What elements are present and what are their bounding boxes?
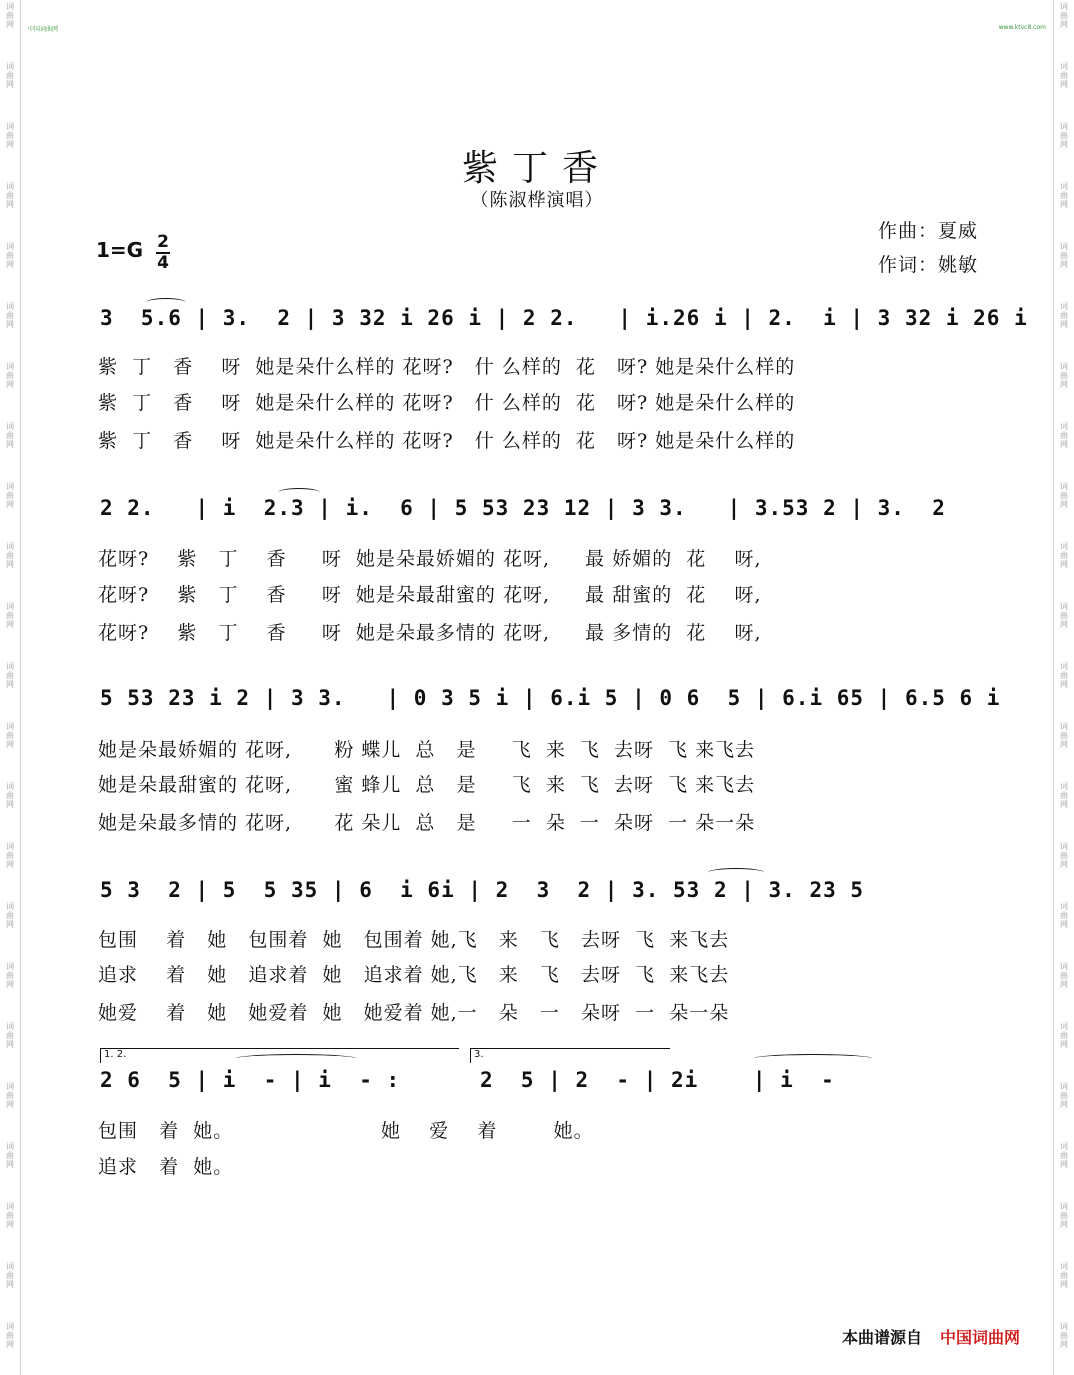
tie [236,1054,356,1063]
lyric-line: 花呀? 紫 丁 香 呀 她是朵最甜蜜的 花呀, 最 甜蜜的 花 呀, [98,584,762,606]
watermark-text: 词 曲 网 [1060,902,1068,929]
lyric-line: 她是朵最多情的 花呀, 花 朵儿 总 是 一 朵 一 朵呀 一 朵一朵 [98,812,756,834]
watermark-text: 词 曲 网 [6,842,14,869]
notation-row-3 [96,676,1001,726]
watermark-text: 词 曲 网 [1060,1262,1068,1289]
notation-row-4 [96,868,990,918]
top-url-right[interactable]: www.ktvc8.com [998,24,1046,31]
watermark-text: 词 曲 网 [1060,662,1068,689]
watermark-text: 词 曲 网 [1060,362,1068,389]
watermark-text: 词 曲 网 [1060,602,1068,629]
watermark-text: 词 曲 网 [6,1082,14,1109]
watermark-text: 词 曲 网 [1060,1202,1068,1229]
watermark-text: 词 曲 网 [1060,722,1068,749]
notes-3: 5 53 23 i 2 | 3 3. | 0 3 5 i | 6.i 5 | 0 6 5 | 6.i 65 | 6.5 6 i [100,686,1001,710]
watermark-text: 词 曲 网 [1060,122,1068,149]
slur [708,868,764,877]
song-subtitle: （陈淑桦演唱） [470,190,604,211]
watermark-text: 词 曲 网 [1060,782,1068,809]
watermark-text: 词 曲 网 [1060,1082,1068,1109]
key-label: 1=G [96,238,144,262]
time-signature [156,233,170,273]
watermark-text: 词 曲 网 [1060,842,1068,869]
watermark-text: 词 曲 网 [6,62,14,89]
watermark-text: 词 曲 网 [1060,482,1068,509]
watermark-text: 词 曲 网 [6,722,14,749]
footer-site-link[interactable]: 中国词曲网 [940,1328,1021,1347]
lyric-line: 花呀? 紫 丁 香 呀 她是朵最娇媚的 花呀, 最 娇媚的 花 呀, [98,548,762,570]
watermark-text: 词 曲 网 [1060,422,1068,449]
slur [146,298,186,307]
watermark-text: 词 曲 网 [6,902,14,929]
lyric-line: 包围 着 她。 她 爱 着 她。 [98,1120,594,1142]
lyric-line: 追求 着 她。 [98,1156,234,1178]
watermark-text: 词 曲 网 [6,542,14,569]
lyric-line: 包围 着 她 包围着 她 包围着 她,飞 来 飞 去呀 飞 来飞去 [98,929,730,951]
notes-4: 5 3 2 | 5 5 35 | 6 i 6i | 2 3 2 | 3. 53 2 | 3. 23 5 [100,878,865,902]
watermark-text: 词 曲 网 [6,662,14,689]
watermark-text: 词 曲 网 [6,482,14,509]
watermark-text: 词 曲 网 [6,1262,14,1289]
watermark-text: 词 曲 网 [6,182,14,209]
watermark-text: 词 曲 网 [6,2,14,29]
volta-label: 1. 2. [104,1049,127,1060]
watermark-text: 词 曲 网 [6,302,14,329]
watermark-text: 词 曲 网 [1060,2,1068,29]
lyric-line: 她爱 着 她 她爱着 她 她爱着 她,一 朵 一 朵呀 一 朵一朵 [98,1002,730,1024]
volta-label: 3. [474,1049,484,1060]
watermark-text: 词 曲 网 [6,422,14,449]
notes-5b: 2 5 | 2 - | 2i | i - [480,1068,835,1092]
notes-5a: 2 6 5 | i - | i - : [100,1068,401,1092]
notation-row-1 [96,296,1028,346]
song-title: 紫丁香 [461,148,612,189]
notation-row-5 [96,1058,990,1108]
lyric-line: 花呀? 紫 丁 香 呀 她是朵最多情的 花呀, 最 多情的 花 呀, [98,622,762,644]
tie [754,1054,872,1063]
watermark-text: 词 曲 网 [1060,1022,1068,1049]
watermark-text: 词 曲 网 [1060,542,1068,569]
watermark-text: 词 曲 网 [6,602,14,629]
slur [278,488,320,497]
notes-2: 2 2. | i 2.3 | i. 6 | 5 53 23 12 | 3 3. | 3.53 2 | 3. 2 [100,496,946,520]
notes-1: 3 5.6 | 3. 2 | 3 32 i 26 i | 2 2. | i.26 i | 2. i | 3 32 i 26 i [100,306,1028,330]
watermark-text: 词 曲 网 [1060,1322,1068,1349]
lyric-line: 紫 丁 香 呀 她是朵什么样的 花呀? 什 么样的 花 呀? 她是朵什么样的 [98,392,796,414]
watermark-text: 词 曲 网 [1060,962,1068,989]
lyric-line: 她是朵最娇媚的 花呀, 粉 蝶儿 总 是 飞 来 飞 去呀 飞 来飞去 [98,739,756,761]
watermark-text: 词 曲 网 [6,362,14,389]
lyric-line: 她是朵最甜蜜的 花呀, 蜜 蜂儿 总 是 飞 来 飞 去呀 飞 来飞去 [98,774,756,796]
watermark-text: 词 曲 网 [6,1202,14,1229]
footer-source-label: 本曲谱源自 [842,1328,923,1347]
composer-credit: 作曲：夏威 [878,220,979,242]
watermark-text: 词 曲 网 [1060,182,1068,209]
watermark-text: 词 曲 网 [6,122,14,149]
watermark-text: 词 曲 网 [1060,242,1068,269]
lyric-line: 紫 丁 香 呀 她是朵什么样的 花呀? 什 么样的 花 呀? 她是朵什么样的 [98,356,796,378]
top-url-left[interactable]: 中国词曲网 [28,26,59,33]
notation-row-2 [96,486,990,536]
watermark-text: 词 曲 网 [6,1142,14,1169]
key-signature [96,238,143,262]
watermark-text: 词 曲 网 [1060,302,1068,329]
time-signature-bottom: 4 [157,253,169,273]
watermark-text: 词 曲 网 [6,1322,14,1349]
watermark-text: 词 曲 网 [1060,62,1068,89]
footer-credit [842,1325,1020,1348]
watermark-text: 词 曲 网 [6,242,14,269]
watermark-text: 词 曲 网 [6,962,14,989]
lyricist-credit: 作词：姚敏 [878,254,979,276]
time-signature-top: 2 [157,232,169,252]
watermark-text: 词 曲 网 [6,1022,14,1049]
lyric-line: 追求 着 她 追求着 她 追求着 她,飞 来 飞 去呀 飞 来飞去 [98,964,730,986]
watermark-text: 词 曲 网 [6,782,14,809]
watermark-text: 词 曲 网 [1060,1142,1068,1169]
lyric-line: 紫 丁 香 呀 她是朵什么样的 花呀? 什 么样的 花 呀? 她是朵什么样的 [98,430,796,452]
